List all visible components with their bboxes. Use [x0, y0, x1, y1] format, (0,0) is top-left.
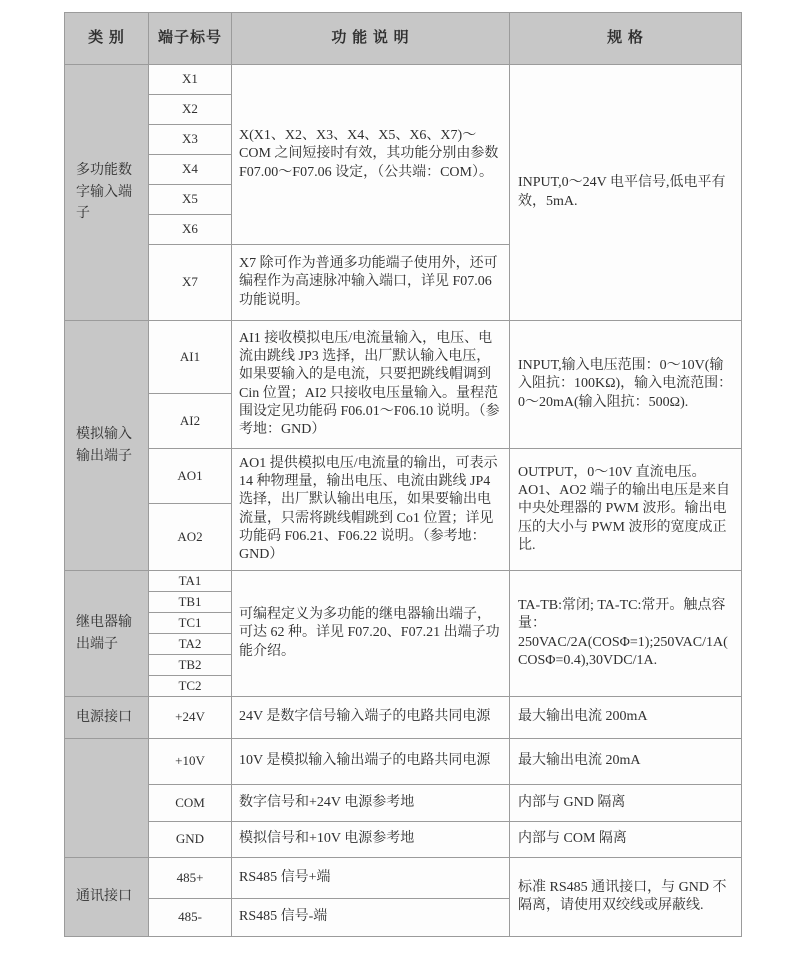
category-analog-io: 模拟输入输出端子 — [65, 321, 149, 571]
header-terminal: 端子标号 — [149, 13, 232, 65]
spec-ai: INPUT,输入电压范围：0～10V(输入阻抗：100KΩ)，输入电流范围：0～20mA(输入阻抗：500Ω). — [510, 321, 742, 449]
function-ao: AO1 提供模拟电压/电流量的输出，可表示 14 种物理量，输出电压、电流由跳线 JP4 选择，出厂默认输出电压，如果要输出电流量，只需将跳线帽跳到 Co1 位置；详见功能码 F06.21、F06.22 说明。（参考地：GND） — [232, 449, 510, 571]
header-row — [65, 13, 742, 65]
spec-24v: 最大输出电流 200mA — [510, 697, 742, 739]
terminal-x6: X6 — [149, 215, 232, 245]
terminal-x3: X3 — [149, 125, 232, 155]
category-power: 电源接口 — [65, 697, 149, 739]
terminal-spec-table — [64, 12, 742, 937]
category-digital-input: 多功能数字输入端子 — [65, 65, 149, 321]
terminal-gnd: GND — [149, 822, 232, 858]
function-com: 数字信号和+24V 电源参考地 — [232, 785, 510, 822]
terminal-tc1: TC1 — [149, 613, 232, 634]
header-category: 类 别 — [65, 13, 149, 65]
terminal-ao1: AO1 — [149, 449, 232, 504]
category-power-empty — [65, 739, 149, 858]
row-gnd — [65, 822, 742, 858]
category-comm: 通讯接口 — [65, 858, 149, 937]
terminal-485p: 485+ — [149, 858, 232, 899]
row-x1 — [65, 65, 742, 95]
function-24v: 24V 是数字信号输入端子的电路共同电源 — [232, 697, 510, 739]
terminal-x1: X1 — [149, 65, 232, 95]
terminal-x5: X5 — [149, 185, 232, 215]
spec-com: 内部与 GND 隔离 — [510, 785, 742, 822]
spec-gnd: 内部与 COM 隔离 — [510, 822, 742, 858]
terminal-485m: 485- — [149, 899, 232, 937]
function-ai: AI1 接收模拟电压/电流量输入，电压、电流由跳线 JP3 选择，出厂默认输入电压，如果要输入的是电流，只要把跳线帽调到 Cin 位置；AI2 只接收电压量输入。量程范围设定见功能码 F06.01～F06.10 说明。（参考地：GND） — [232, 321, 510, 449]
function-10v: 10V 是模拟输入输出端子的电路共同电源 — [232, 739, 510, 785]
terminal-tc2: TC2 — [149, 676, 232, 697]
terminal-tb1: TB1 — [149, 592, 232, 613]
function-485m: RS485 信号-端 — [232, 899, 510, 937]
terminal-ta2: TA2 — [149, 634, 232, 655]
spec-ao: OUTPUT，0～10V 直流电压。AO1、AO2 端子的输出电压是来自中央处理器的 PWM 波形。输出电压的大小与 PWM 波形的宽度成正比. — [510, 449, 742, 571]
terminal-com: COM — [149, 785, 232, 822]
function-x-common: X(X1、X2、X3、X4、X5、X6、X7)～COM 之间短接时有效，其功能分别由参数 F07.00～F07.06 设定，（公共端：COM）。 — [232, 65, 510, 245]
terminal-24v: +24V — [149, 697, 232, 739]
row-10v — [65, 739, 742, 785]
terminal-x4: X4 — [149, 155, 232, 185]
terminal-ta1: TA1 — [149, 571, 232, 592]
function-relay: 可编程定义为多功能的继电器输出端子，可达 62 种。详见 F07.20、F07.21 出端子功能介绍。 — [232, 571, 510, 697]
terminal-10v: +10V — [149, 739, 232, 785]
terminal-tb2: TB2 — [149, 655, 232, 676]
category-relay-output: 继电器输出端子 — [65, 571, 149, 697]
spec-10v: 最大输出电流 20mA — [510, 739, 742, 785]
terminal-x7: X7 — [149, 245, 232, 321]
terminal-ai2: AI2 — [149, 394, 232, 449]
header-function: 功 能 说 明 — [232, 13, 510, 65]
row-com — [65, 785, 742, 822]
row-ai1 — [65, 321, 742, 394]
function-485p: RS485 信号+端 — [232, 858, 510, 899]
spec-comm: 标准 RS485 通讯接口，与 GND 不隔离，请使用双绞线或屏蔽线. — [510, 858, 742, 937]
function-x7: X7 除可作为普通多功能端子使用外，还可编程作为高速脉冲输入端口，详见 F07.06 功能说明。 — [232, 245, 510, 321]
row-485p — [65, 858, 742, 899]
row-24v — [65, 697, 742, 739]
terminal-x2: X2 — [149, 95, 232, 125]
spec-digital: INPUT,0～24V 电平信号,低电平有效，5mA. — [510, 65, 742, 321]
row-ta1 — [65, 571, 742, 592]
terminal-ao2: AO2 — [149, 504, 232, 571]
row-ao1 — [65, 449, 742, 504]
header-spec: 规 格 — [510, 13, 742, 65]
spec-relay: TA-TB:常闭; TA-TC:常开。触点容量：250VAC/2A(COSΦ=1);250VAC/1A(COSΦ=0.4),30VDC/1A. — [510, 571, 742, 697]
terminal-ai1: AI1 — [149, 321, 232, 394]
function-gnd: 模拟信号和+10V 电源参考地 — [232, 822, 510, 858]
